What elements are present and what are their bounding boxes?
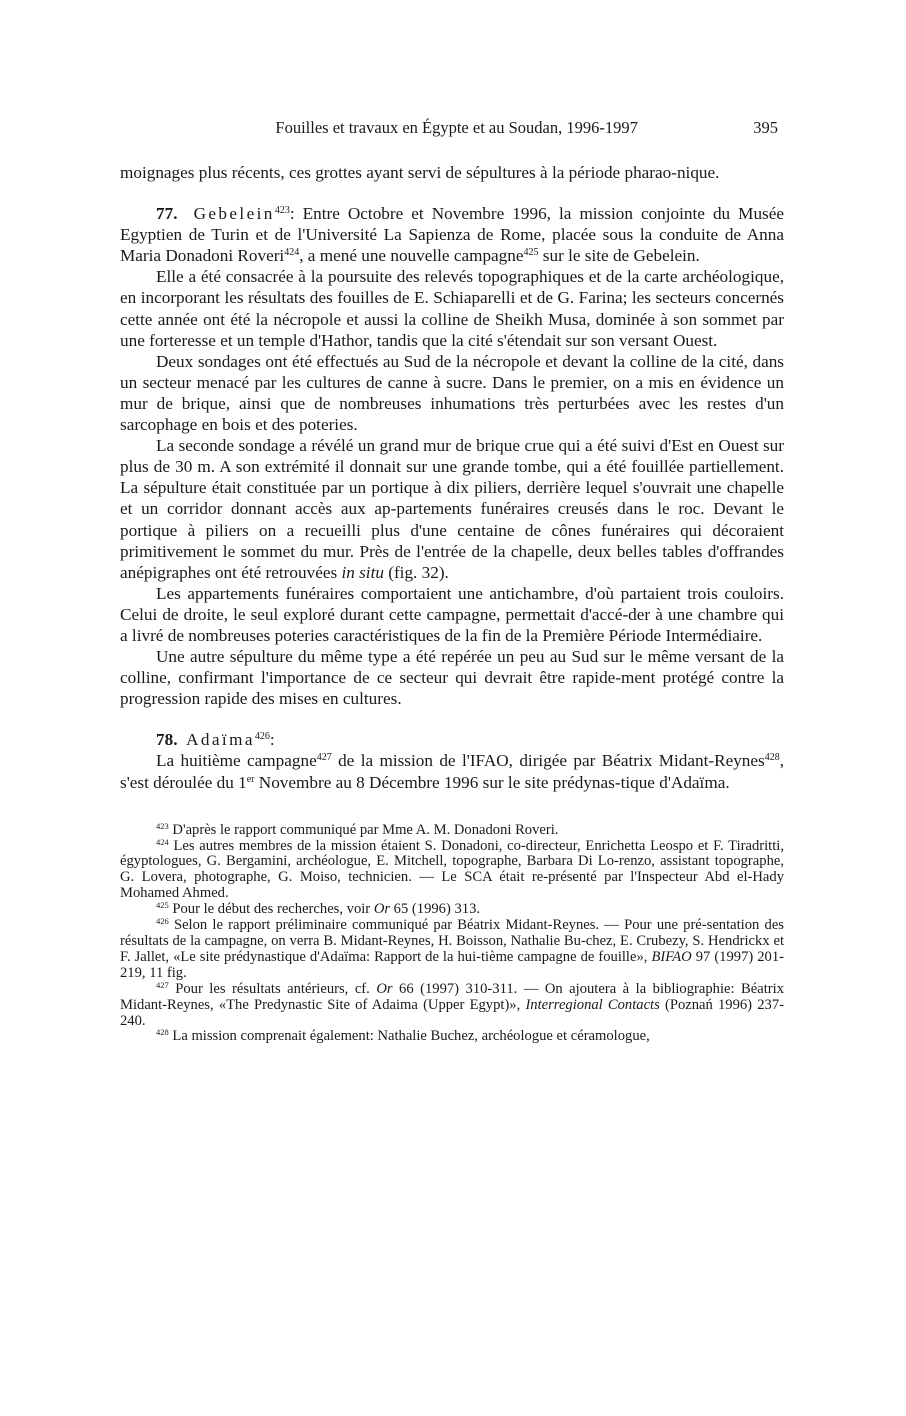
footnote-423: $^{423}$ D'après le rapport communiqué par Mme A. M. Donadoni Roveri. — [156, 820, 559, 838]
journal-page — [120, 118, 784, 1045]
section-78-heading: 78. Adaïma$^{426}$: — [156, 730, 275, 750]
footnote-427: $^{427}$ Pour les résultats antérieurs, cf. Or 66 (1997) 310-311. — On ajoutera à la bibliographie: Béatrix Midant-Reynes, «The Predynastic Site of Adaima (Upper Egypt)», Interregional Contacts (Poznań 1996) 237-240. — [120, 979, 784, 1029]
footnote-426: $^{426}$ Selon le rapport préliminaire communiqué par Béatrix Midant-Reynes. — Pour une pré-sentation des résultats de la campagne, on verra B. Midant-Reynes, H. Boisson, Nathalie Bu-chez, E. Crubezy, S. Hendrickx et F. Jallet, «Le site prédynastique d'Adaïma: Rapport de la hui-tième campagne de fouille», BIFAO 97 (1997) 201-219, 11 fig. — [120, 916, 784, 981]
main-text — [120, 162, 784, 793]
paragraph: La huitième campagne$^{427}$ de la mission de l'IFAO, dirigée par Béatrix Midant-Reynes$^{428}$, s'est déroulée du 1er Novembre au 8 Décembre 1996 sur le site prédynas-tique d'Adaïma. — [120, 751, 784, 792]
paragraph: La seconde sondage a révélé un grand mur de brique crue qui a été suivi d'Est en Ouest sur plus de 30 m. A son extrémité il donnait sur une grande tombe, qui a été fouillée partiellement. La sépulture était constituée par un portique à dix piliers, derrière lequel s'ouvrait une chapelle et un corridor donnant accès aux ap-partements funéraires creusés dans le roc. Devant le portique à piliers on a recueilli plus d'une centaine de cônes funéraires qui décoraient primitivement le sommet du mur. Près de l'entrée de la chapelle, deux belles tables d'offrandes anépigraphes ont été retrouvées in situ (fig. 32). — [120, 436, 784, 582]
footnote-ref: 426 — [254, 731, 270, 743]
footnote-425: $^{425}$ Pour le début des recherches, voir Or 65 (1996) 313. — [156, 900, 481, 918]
paragraph: Une autre sépulture du même type a été repérée un peu au Sud sur le même versant de la colline, confirmant l'importance de ce secteur qui devrait être rapide-ment protégé contre la progression rapide des mises en cultures. — [120, 647, 784, 709]
paragraph-continued: moignages plus récents, ces grottes ayant servi de sépultures à la période pharao-nique. — [120, 163, 720, 182]
site-name: Adaïma — [186, 730, 255, 750]
italic-term: in situ — [341, 562, 384, 582]
footnote-ref: 427 — [316, 752, 332, 764]
section-number: 77. — [156, 204, 178, 224]
paragraph: Les appartements funéraires comportaient une antichambre, d'où partaient trois couloirs. Celui de droite, le seul exploré durant cette campagne, permettait d'accé-der à une chambre qui a livré de nombreuses poteries caractéristiques de la fin de la Première Période Intermédiaire. — [120, 583, 784, 645]
section-number: 78. — [156, 730, 178, 750]
footnote-ref: 424 — [284, 247, 300, 259]
paragraph: Deux sondages ont été effectués au Sud de la nécropole et devant la colline de la cité, dans un secteur menacé par les cultures de canne à sucre. Dans le premier, on a mis en évidence un mur de brique, ainsi que de nombreuses inhumations très perturbées avec les restes d'un sarcophage en bois et des poteries. — [120, 351, 784, 435]
footnote-ref: 425 — [523, 247, 539, 259]
site-name: Gebelein — [193, 204, 275, 224]
page-number: 395 — [753, 118, 778, 137]
footnote-428: $^{428}$ La mission comprenait également: Nathalie Buchez, archéologue et céramologue, — [156, 1027, 650, 1045]
footnote-424: $^{424}$ Les autres membres de la mission étaient S. Donadoni, co-directeur, Enrichetta Leospo et F. Tiradritti, égyptologues, G. Bergamini, archéologue, E. Mitchell, topographe, Barbara Di Lo-renzo, assistant topographe, G. Lovera, photographe, G. Moiso, technicien. — Le SCA était re-présenté par l'Inspecteur Abd el-Hady Mohamed Ahmed. — [120, 836, 784, 902]
footnote-ref: 428 — [764, 752, 780, 764]
running-header — [120, 118, 784, 138]
running-title: Fouilles et travaux en Égypte et au Soudan, 1996-1997 — [275, 118, 638, 137]
footnote-ref: 423 — [274, 205, 290, 217]
footnotes — [120, 820, 784, 1046]
section-77-intro: 77. Gebelein$^{423}$: Entre Octobre et Novembre 1996, la mission conjointe du Musée Egyptien de Turin et de l'Université La Sapienza de Rome, placée sous la conduite de Anna Maria Donadoni Roveri$^{424}$, a mené une nouvelle campagne$^{425}$ sur le site de Gebelein. — [120, 204, 785, 266]
paragraph: Elle a été consacrée à la poursuite des relevés topographiques et de la carte archéologique, en incorporant les résultats des fouilles de E. Schiaparelli et de G. Farina; les secteurs concernés cette année ont été la nécropole et aussi la colline de Sheikh Musa, dominée à son sommet par une forteresse et un temple d'Hathor, tandis que la cité s'étendait sur son versant Ouest. — [120, 267, 784, 350]
